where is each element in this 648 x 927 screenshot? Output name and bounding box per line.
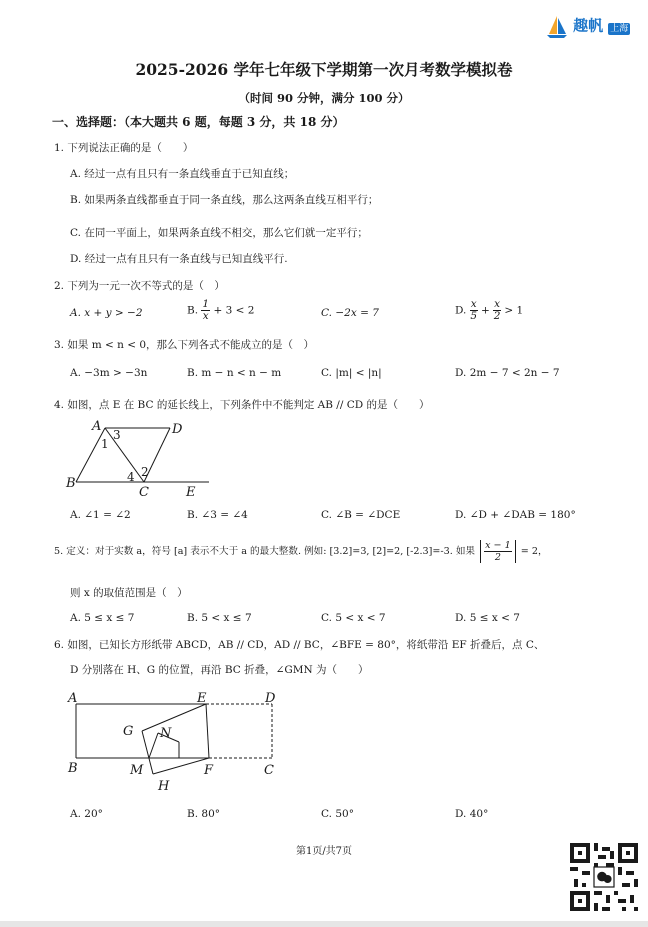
- q1-option-a: A. 经过一点有且只有一条直线垂直于已知直线；: [70, 168, 295, 180]
- q2-d-n2: x: [494, 298, 501, 310]
- q3-option-b: B. m − n < n − m: [187, 367, 282, 379]
- q5-option-b: B. 5 < x ≤ 7: [187, 612, 252, 624]
- q2-option-a: A. x + y > −2: [70, 307, 143, 319]
- q2-d-d1: 5: [470, 310, 478, 322]
- q1-stem: 1. 下列说法正确的是（ ）: [54, 142, 194, 154]
- page-footer: 第1页/共7页: [295, 846, 353, 857]
- q5-frac-den: 2: [494, 552, 501, 563]
- q4-label-a: A: [92, 420, 102, 434]
- q6-option-a: A. 20°: [70, 808, 103, 820]
- q2-stem: 2. 下列为一元一次不等式的是（ ）: [54, 280, 225, 292]
- brand-logo: [546, 14, 630, 38]
- q6-label-h: H: [158, 779, 170, 794]
- q6-label-c: C: [264, 763, 274, 778]
- q6-label-d: D: [265, 691, 276, 706]
- q4-angle-1: 1: [101, 437, 109, 451]
- brand-name: 趣帆: [573, 16, 604, 35]
- q6-option-b: B. 80°: [187, 808, 221, 820]
- bottom-bar: [0, 921, 648, 927]
- q3-option-c: C. |m| < |n|: [321, 367, 382, 379]
- q4-option-c: C. ∠B = ∠DCE: [321, 509, 401, 521]
- q6-stem2: D 分别落在 H、G 的位置，再沿 BC 折叠，∠GMN 为（ ）: [70, 664, 369, 676]
- q5-option-c: C. 5 < x < 7: [321, 612, 386, 624]
- q2-d-n1: x: [470, 298, 477, 310]
- q5-stem: [54, 540, 548, 563]
- q5-stem2: 则 x 的取值范围是（ ）: [70, 587, 188, 599]
- q3-stem: 3. 如果 m < n < 0，那么下列各式不能成立的是（ ）: [54, 339, 315, 351]
- q4-figure: [64, 420, 214, 500]
- q2-b-num: 1: [202, 298, 210, 310]
- q4-stem: 4. 如图，点 E 在 BC 的延长线上，下列条件中不能判定 AB // CD 的是（ ）: [54, 399, 430, 411]
- q5-stem-text: 5. 定义：对于实数 a，符号 [a] 表示不大于 a 的最大整数. 例如: [3.2]=3, [2]=2, [-2.3]=-3. 如果: [54, 546, 476, 557]
- q2-option-c: C. −2x = 7: [321, 307, 379, 319]
- sail-icon: [546, 14, 568, 38]
- q6-figure: [64, 690, 304, 800]
- q5-frac-num: x − 1: [485, 540, 511, 551]
- q2-b-fraction: [201, 299, 210, 322]
- q5-fraction: [484, 540, 512, 563]
- q1-option-b: B. 如果两条直线都垂直于同一条直线，那么这两条直线互相平行；: [70, 194, 379, 206]
- q6-label-f: F: [204, 763, 214, 778]
- q4-label-e: E: [186, 485, 196, 500]
- q5-eq: = 2，: [520, 546, 548, 557]
- q2-d-frac1: [470, 299, 478, 322]
- q4-angle-4: 4: [127, 470, 135, 484]
- q4-option-b: B. ∠3 = ∠4: [187, 509, 248, 521]
- q2-b-den: x: [202, 310, 209, 322]
- q1-option-d: D. 经过一点有且只有一条直线与已知直线平行.: [70, 253, 288, 265]
- page-title: 2025-2026 学年七年级下学期第一次月考数学模拟卷: [135, 60, 513, 79]
- q1-option-c: C. 在同一平面上，如果两条直线不相交，那么它们就一定平行；: [70, 227, 368, 239]
- q4-option-a: A. ∠1 = ∠2: [70, 509, 131, 521]
- q6-label-b: B: [68, 761, 78, 776]
- q2-option-b: [187, 299, 254, 322]
- q5-option-a: A. 5 ≤ x ≤ 7: [70, 612, 135, 624]
- q4-option-d: D. ∠D + ∠DAB = 180°: [455, 509, 576, 521]
- q2-d-plus: +: [481, 304, 490, 317]
- q4-label-b: B: [66, 476, 76, 491]
- q6-label-m: M: [130, 763, 144, 778]
- q6-stem: 6. 如图，已知长方形纸带 ABCD，AB // CD，AD // BC，∠BFE = 80°，将纸带沿 EF 折叠后，点 C、: [54, 639, 545, 651]
- q6-label-g: G: [123, 724, 134, 739]
- q4-angle-3: 3: [113, 428, 121, 442]
- q6-label-n: N: [160, 726, 172, 741]
- brand-badge: 上海: [610, 23, 629, 34]
- q5-option-d: D. 5 ≤ x < 7: [455, 612, 520, 624]
- q3-option-a: A. −3m > −3n: [70, 367, 148, 379]
- q2-b-rest: + 3 < 2: [213, 304, 255, 317]
- q2-option-d: [455, 299, 523, 322]
- q4-label-d: D: [172, 422, 183, 437]
- q4-label-c: C: [139, 485, 149, 500]
- q2-d-frac2: [493, 299, 501, 322]
- q6-label-e: E: [197, 691, 207, 706]
- q2-b-label: B.: [187, 304, 199, 317]
- q6-label-a: A: [68, 691, 78, 706]
- q2-d-rest: > 1: [504, 304, 524, 317]
- q5-floor-bracket: [480, 540, 516, 563]
- q6-option-c: C. 50°: [321, 808, 354, 820]
- q2-d-label: D.: [455, 304, 467, 317]
- page-subtitle: （时间 90 分钟，满分 100 分）: [238, 91, 410, 105]
- q6-option-d: D. 40°: [455, 808, 489, 820]
- qr-code-icon: [570, 843, 638, 911]
- q2-d-d2: 2: [493, 310, 501, 322]
- q4-angle-2: 2: [141, 465, 149, 479]
- q3-option-d: D. 2m − 7 < 2n − 7: [455, 367, 560, 379]
- section-heading: 一、选择题：（本大题共 6 题，每题 3 分，共 18 分）: [52, 115, 345, 129]
